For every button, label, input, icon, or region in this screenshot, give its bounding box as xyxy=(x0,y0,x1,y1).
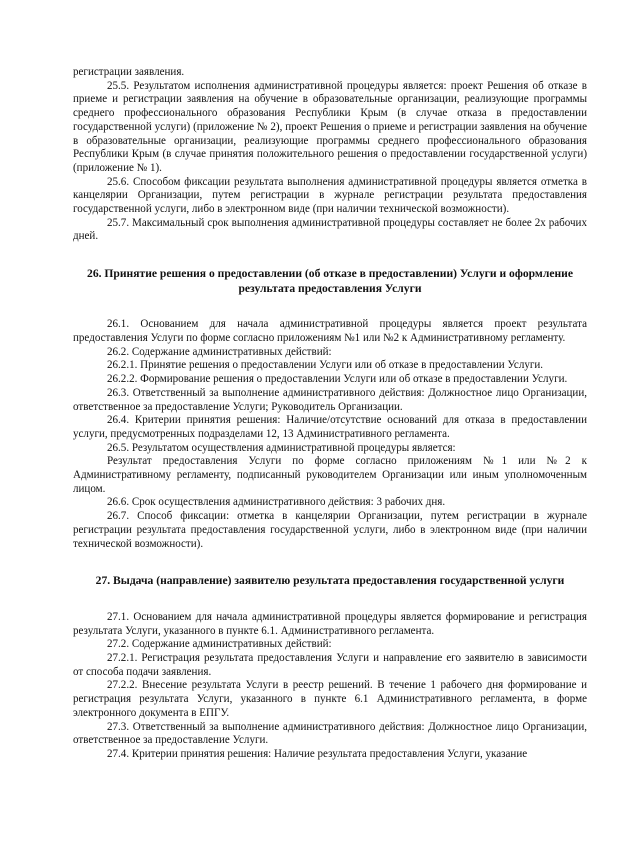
paragraph-27-1: 27.1. Основанием для начала административной процедуры является формирование и регистрация результата Услуги, указанного в пункте 6.1. Административного регламента. xyxy=(73,610,587,637)
paragraph-26-4: 26.4. Критерии принятия решения: Наличие/отсутствие оснований для отказа в предоставлении услуги, предусмотренных подразделами 12, 13 Административного регламента. xyxy=(73,414,587,440)
paragraph-26-2-2: 26.2.2. Формирование решения о предоставлении Услуги или об отказе в предоставлении Услуги. xyxy=(107,373,568,386)
paragraph-26-3: 26.3. Ответственный за выполнение административного действия: Должностное лицо Организации, ответственное за предоставление Услуги; Руководитель Организации. xyxy=(73,386,587,413)
paragraph-continuation: регистрации заявления. xyxy=(73,66,185,78)
paragraph-27-2-1: 27.2.1. Регистрация результата предоставления Услуги и направление его заявителю в зависимости от способа подачи заявления. xyxy=(73,651,587,678)
paragraph-25-5: 25.5. Результатом исполнения административной процедуры является: проект Решения об отказе в приеме и регистрации заявления на обучение в образовательные организации, реализующие программы среднего профессионального образования Республики Крым (в случае отказа в предоставлении государственной услуги) (приложение № 2), проект Решения о приеме и регистрации заявления на обучение в образовательные организации, реализующие программы среднего профессионального образования Республики Крым (в случае принятия положительного решения о предоставлении государственной услуги) (приложение № 1). xyxy=(73,79,587,174)
paragraph-26-6: 26.6. Срок осуществления административного действия: 3 рабочих дня. xyxy=(107,496,446,509)
paragraph-25-6: 25.6. Способом фиксации результата выполнения административной процедуры является отметка в канцелярии Организации, путем регистрации в журнале регистрации результата предоставления государственной услуги, либо в электронном виде (при наличии технической возможности). xyxy=(73,175,587,216)
paragraph-26-2-1: 26.2.1. Принятие решения о предоставлении Услуги или об отказе в предоставлении Услуги. xyxy=(107,359,544,372)
paragraph-26-7: 26.7. Способ фиксации: отметка в канцелярии Организации, путем регистрации в журнале регистрации результата предоставления государственной услуги, либо в электронном виде (при наличии технической возможности). xyxy=(73,510,587,550)
paragraph-27-3: 27.3. Ответственный за выполнение административного действия: Должностное лицо Организации, ответственное за предоставление Услуги. xyxy=(73,720,587,747)
paragraph-27-2-2: 27.2.2. Внесение результата Услуги в реестр решений. В течение 1 рабочего дня формирование и регистрация результата Услуги, указанного в пункте 6.1 Административного регламента, в форме электронного документа в ЕПГУ. xyxy=(73,679,587,719)
paragraph-26-5-result: Результат предоставления Услуги по форме согласно приложениям №1 или №2 к Административному регламенту, подписанный руководителем Организации или иным уполномоченным лицом. xyxy=(73,455,587,495)
paragraph-26-1: 26.1. Основанием для начала административной процедуры является проект результата предоставления Услуги по форме согласно приложениям №1 или №2 к Административному регламенту. xyxy=(73,318,587,345)
section-heading-26: 26. Принятие решения о предоставлении (об отказе в предоставлении) Услуги и оформление результата предоставления Услуги xyxy=(87,267,573,295)
paragraph-27-4: 27.4. Критерии принятия решения: Наличие результата предоставления Услуги, указание xyxy=(107,747,528,760)
paragraph-26-5: 26.5. Результатом осуществления административной процедуры является: xyxy=(107,441,456,454)
paragraph-27-2: 27.2. Содержание административных действий: xyxy=(107,638,332,651)
section-heading-27: 27. Выдача (направление) заявителю результата предоставления государственной услуги xyxy=(95,574,565,588)
paragraph-25-7: 25.7. Максимальный срок выполнения административной процедуры составляет не более 2х рабочих дней. xyxy=(73,216,587,243)
paragraph-26-2: 26.2. Содержание административных действий: xyxy=(107,345,332,358)
